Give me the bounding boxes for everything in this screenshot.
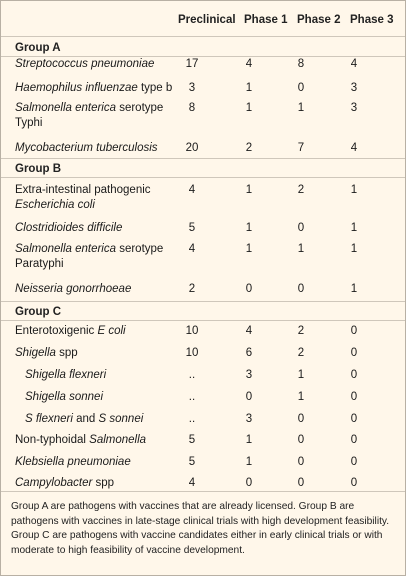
phase1-cell: 3 [245,369,253,381]
name-part: Salmonella enterica [15,102,117,114]
name-part: Enterotoxigenic [15,325,98,337]
pathogen-name [15,116,43,130]
phase2-cell: 2 [297,347,305,359]
name-part: spp [92,477,115,489]
phase3-cell: 1 [350,243,358,255]
name-part: Campylobacter [15,477,93,489]
preclinical-cell: .. [188,413,196,425]
pathogen-name [25,390,103,404]
phase1-cell: 4 [245,58,253,70]
phase1-cell: 1 [245,456,253,468]
name-part: serotype [116,243,164,255]
phase3-cell: 1 [350,184,358,196]
phase2-cell: 7 [297,142,305,154]
name-part: Shigella sonnei [25,391,104,403]
phase1-cell: 0 [245,391,253,403]
preclinical-cell: 5 [188,222,196,234]
name-part: Klebsiella pneumoniae [15,456,131,468]
phase3-cell: 0 [350,434,358,446]
phase2-cell: 1 [297,391,305,403]
pathogen-name [15,183,151,197]
pathogen-name [15,57,154,71]
phase1-cell: 1 [245,82,253,94]
preclinical-cell: 10 [185,325,199,337]
preclinical-cell: 10 [185,347,199,359]
preclinical-cell: 4 [188,243,196,255]
name-part: and [72,413,99,425]
phase1-cell: 3 [245,413,253,425]
phase1-cell: 6 [245,347,253,359]
name-part: Clostridioides difficile [15,222,123,234]
pathogen-name [15,282,131,296]
phase3-cell: 4 [350,142,358,154]
preclinical-cell: 8 [188,102,196,114]
pathogen-name [15,81,172,95]
name-part: Escherichia coli [15,199,95,211]
phase2-cell: 8 [297,58,305,70]
col-phase2: Phase 2 [297,14,341,26]
pathogen-name [15,242,163,256]
phase3-cell: 1 [350,283,358,295]
phase3-cell: 0 [350,347,358,359]
phase1-cell: 0 [245,477,253,489]
preclinical-cell: .. [188,391,196,403]
phase1-cell: 1 [245,222,253,234]
name-part: Salmonella enterica [15,243,117,255]
name-part: S sonnei [98,413,144,425]
phase2-cell: 1 [297,102,305,114]
phase1-cell: 0 [245,283,253,295]
pathogen-name [15,198,95,212]
phase3-cell: 0 [350,477,358,489]
name-part: serotype [116,102,164,114]
name-part: Non-typhoidal [15,434,90,446]
group-label: Group A [15,42,61,54]
phase3-cell: 3 [350,82,358,94]
phase3-cell: 0 [350,369,358,381]
phase1-cell: 2 [245,142,253,154]
pathogen-name [15,141,158,155]
phase2-cell: 0 [297,283,305,295]
pathogen-name [15,324,126,338]
pathogen-name [15,221,122,235]
divider [1,158,405,159]
name-part: Shigella flexneri [25,369,107,381]
phase2-cell: 1 [297,243,305,255]
pathogen-name [15,476,114,490]
pathogen-name [15,433,146,447]
divider [1,301,405,302]
col-phase3: Phase 3 [350,14,394,26]
name-part: Extra-intestinal pathogenic [15,184,151,196]
phase3-cell: 0 [350,325,358,337]
phase1-cell: 4 [245,325,253,337]
preclinical-cell: 3 [188,82,196,94]
phase3-cell: 0 [350,456,358,468]
preclinical-cell: 4 [188,184,196,196]
preclinical-cell: 20 [185,142,199,154]
phase3-cell: 0 [350,413,358,425]
phase2-cell: 0 [297,477,305,489]
name-part: Streptococcus pneumoniae [15,58,155,70]
pathogen-name [15,257,64,271]
table-header [1,1,405,37]
phase3-cell: 0 [350,391,358,403]
name-part: Typhi [15,117,43,129]
phase2-cell: 0 [297,434,305,446]
preclinical-cell: 2 [188,283,196,295]
phase1-cell: 1 [245,243,253,255]
phase2-cell: 0 [297,82,305,94]
name-part: Neisseria gonorrhoeae [15,283,132,295]
phase1-cell: 1 [245,434,253,446]
divider [1,36,405,37]
phase2-cell: 0 [297,413,305,425]
name-part: Salmonella [89,434,147,446]
pathogen-name [15,101,163,115]
pathogen-name [25,412,143,426]
col-phase1: Phase 1 [244,14,288,26]
table-footnote: Group A are pathogens with vaccines that are already licensed. Group B are pathogens with vaccines in late-stage clinical trials with high development feasibility. Group C are pathogens with vaccine candidates either in early clinical trials or with moderate to high feasibility of vaccine development. [11,501,390,556]
preclinical-cell: 5 [188,456,196,468]
phase2-cell: 2 [297,184,305,196]
name-part: Haemophilus influenzae [15,82,138,94]
pathogen-name [15,455,131,469]
divider [1,491,405,492]
group-label: Group C [15,306,61,318]
phase2-cell: 0 [297,456,305,468]
phase2-cell: 0 [297,222,305,234]
name-part: S flexneri [25,413,73,425]
pathogen-name [15,346,78,360]
phase1-cell: 1 [245,184,253,196]
phase3-cell: 4 [350,58,358,70]
phase2-cell: 1 [297,369,305,381]
name-part: Shigella [15,347,56,359]
pathogen-name [25,368,106,382]
name-part: type b [137,82,173,94]
phase1-cell: 1 [245,102,253,114]
col-preclinical: Preclinical [178,14,236,26]
phase3-cell: 3 [350,102,358,114]
name-part: Mycobacterium tuberculosis [15,142,158,154]
preclinical-cell: 5 [188,434,196,446]
phase3-cell: 1 [350,222,358,234]
preclinical-cell: 4 [188,477,196,489]
preclinical-cell: 17 [185,58,199,70]
divider [1,320,405,321]
group-label: Group B [15,163,61,175]
phase2-cell: 2 [297,325,305,337]
divider [1,177,405,178]
name-part: E coli [97,325,126,337]
name-part: Paratyphi [15,258,64,270]
name-part: spp [55,347,78,359]
preclinical-cell: .. [188,369,196,381]
